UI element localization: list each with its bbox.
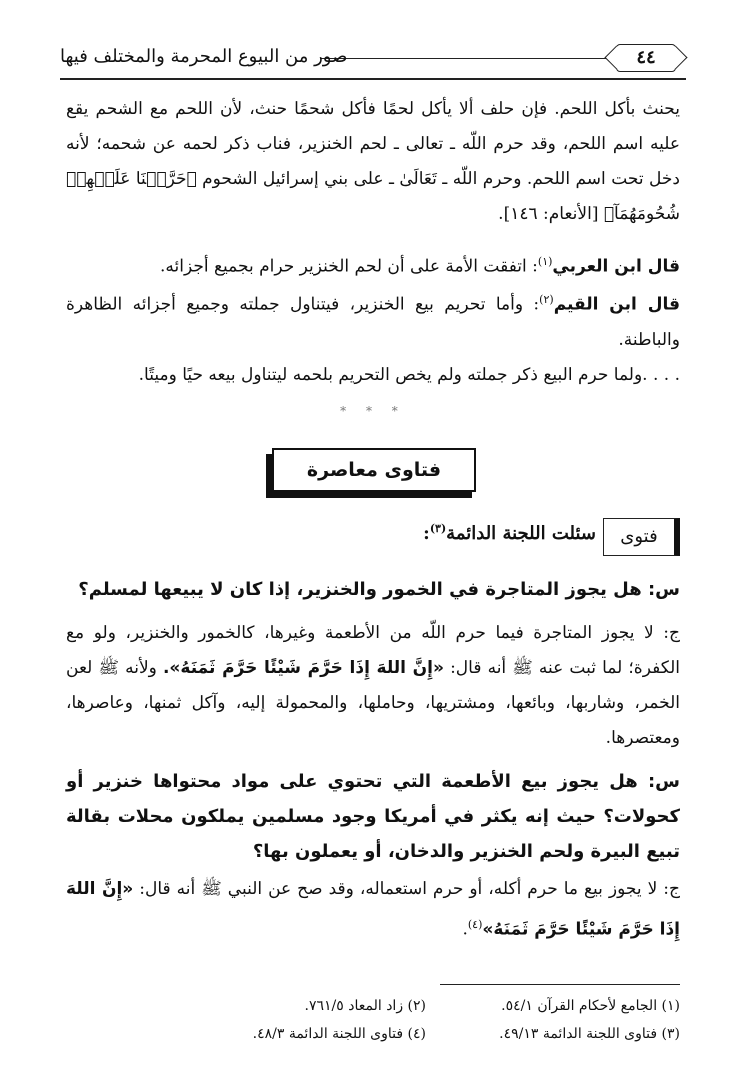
- fatwa-asked-text: سئلت اللجنة الدائمة: [446, 523, 596, 544]
- hadith-quote-1: «إِنَّ اللهَ إِذَا حَرَّمَ شَيْئًا حَرَّمَ ثَمَنَهُ».: [162, 658, 444, 678]
- page-number-badge: [616, 44, 676, 72]
- answer-1-paragraph: [66, 616, 680, 756]
- answer-1: [66, 616, 680, 756]
- closing-text: [66, 358, 680, 393]
- running-title: صور من البيوع المحرمة والمختلف فيها: [60, 46, 348, 67]
- footnote-3: (٣) فتاوى اللجنة الدائمة ٤٩/١٣.: [499, 1026, 680, 1042]
- fatwa-header: [66, 518, 680, 558]
- footnote-ref-2: (٢): [539, 293, 554, 306]
- ibn-arabi-quote: [66, 244, 680, 285]
- ibn-arabi-text: : اتفقت الأمة على أن لحم الخنزير حرام بجميع أجزائه.: [160, 256, 538, 277]
- footnote-ref-3: (٣): [429, 522, 447, 535]
- question-2: [66, 764, 680, 869]
- answer-2: [66, 872, 680, 948]
- header-rule: [60, 78, 686, 80]
- header-line: [320, 58, 606, 59]
- fatwa-tag: فتوى: [603, 518, 680, 556]
- closing-paragraph: . . . .ولما حرم البيع ذكر جملته ولم يخص التحريم بلحمه ليتناول بيعه حيًا وميتًا.: [138, 365, 680, 385]
- answer-1-end: ولأنه ﷺ لعن الخمر، وشاربها، وبائعها، ومشتريها، وحاملها، والمحمولة إليه، وآكل ثمنها، وعاصرها، ومعتصرها.: [66, 658, 680, 748]
- ibn-qayyim-text: : وأما تحريم بيع الخنزير، فيتناول جملته وجميع أجزائه الظاهرة والباطنة.: [66, 294, 680, 350]
- question-1: [66, 572, 680, 607]
- answer-1-start: ج: لا يجوز المتاجرة فيما حرم اللّه من الأطعمة وغيرها، كالخمور والخنزير، ولو مع الكفرة؛ لما ثبت عنه ﷺ أنه قال:: [66, 623, 680, 678]
- page-number: ٤٤: [636, 47, 656, 68]
- section-separator: * * *: [340, 404, 406, 418]
- footnote-ref-4: (٤): [467, 918, 483, 931]
- footnote-rule: [440, 984, 680, 985]
- fatwa-asked: [423, 522, 596, 544]
- answer-2-paragraph: [66, 872, 680, 948]
- fatwa-asked-colon: :: [423, 523, 430, 544]
- footnote-2: (٢) زاد المعاد ٧٦١/٥.: [304, 998, 426, 1014]
- footnote-1: (١) الجامع لأحكام القرآن ٥٤/١.: [501, 998, 680, 1014]
- answer-2-start: ج: لا يجوز بيع ما حرم أكله، أو حرم استعماله، وقد صح عن النبي ﷺ أنه قال:: [133, 879, 680, 899]
- question-1-text: س: هل يجوز المتاجرة في الخمور والخنزير، إذا كان لا يبيعها لمسلم؟: [78, 579, 680, 600]
- hadith-quote-2: «إِنَّ اللهَ إِذَا حَرَّمَ شَيْئًا حَرَّمَ ثَمَنَهُ»: [66, 879, 680, 940]
- ibn-qayyim-quote: [66, 282, 680, 358]
- page-header: [60, 40, 686, 76]
- ibn-qayyim-paragraph: [66, 282, 680, 358]
- question-2-text: س: هل يجوز بيع الأطعمة التي تحتوي على مواد محتواها خنزير أو كحولات؟ حيث إنه يكثر في أمريكا وجود مسلمين يملكون محلات بقالة تبيع البيرة ولحم الخنزير والدخان، أو يعملون بها؟: [66, 771, 680, 862]
- ibn-arabi-name: قال ابن العربي: [552, 256, 680, 277]
- footnote-4: (٤) فتاوى اللجنة الدائمة ٤٨/٣.: [252, 1026, 426, 1042]
- footnote-ref-1: (١): [537, 255, 553, 268]
- ibn-qayyim-name: قال ابن القيم: [553, 294, 680, 315]
- section-title: فتاوى معاصرة: [272, 448, 476, 492]
- answer-2-end: .: [462, 919, 468, 940]
- paragraph-1: يحنث بأكل اللحم. فإن حلف ألا يأكل لحمًا فأكل شحمًا حنث، لأن اللحم مع الشحم يقع عليه اسم اللحم، وقد حرم اللّه ـ تعالى ـ لحم الخنزير، فناب ذكر لحمه عن شحمه؛ لأنه دخل تحت اسم اللحم. وحرم اللّه ـ تَعَالَىٰ ـ على بني إسرائيل الشحوم ﴿حَرَّمۡنَا عَلَيۡهِمۡ شُحُومَهُمَآ﴾ [الأنعام: ١٤٦].: [66, 99, 680, 224]
- ibn-arabi-paragraph: [66, 244, 680, 285]
- intro-text: [66, 92, 680, 232]
